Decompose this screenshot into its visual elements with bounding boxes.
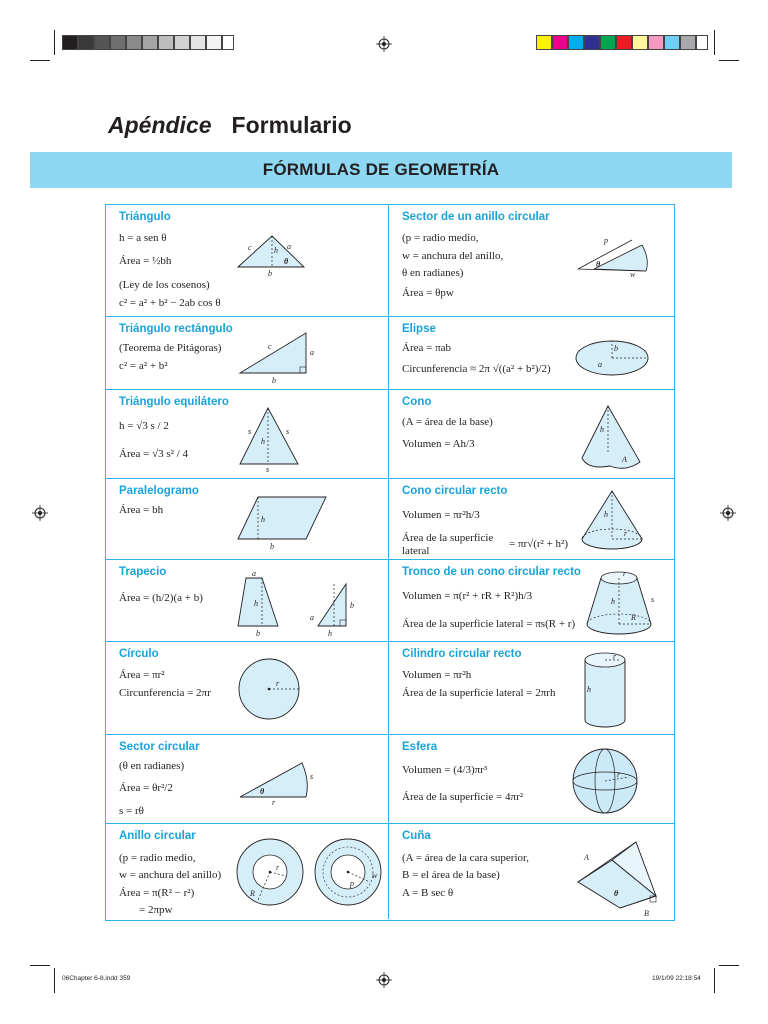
formula-line: w = anchura del anillo) [119,869,222,881]
cell-title: Paralelogramo [119,485,199,497]
svg-text:r: r [624,529,628,538]
cell-title: Cono circular recto [402,485,508,497]
svg-text:θ: θ [614,889,619,898]
formula-line: (p = radio medio, [119,852,196,864]
svg-text:θ: θ [260,787,265,796]
formula-line: lateral [402,545,430,557]
right-cone-figure [574,487,654,557]
svg-text:r: r [272,798,276,807]
cell-title: Triángulo rectángulo [119,323,233,335]
cell-title: Tronco de un cono circular recto [402,566,581,578]
cell-title: Esfera [402,741,438,753]
svg-text:s: s [651,595,655,604]
svg-text:a: a [310,613,314,622]
formula-line: Área = πab [402,342,452,354]
svg-text:a: a [252,570,256,578]
equilateral-triangle-figure [234,404,310,472]
wedge-figure [574,838,664,918]
svg-text:h: h [604,510,608,519]
footer-timestamp: 19/1/09 22:18:54 [652,975,701,982]
frustum-figure [581,566,661,640]
formula-line: θ en radianes) [402,267,464,279]
cell-triangulo-equilatero [106,390,389,479]
formula-line: (A = área de la base) [402,416,493,428]
formula-line: = πr√(r² + h²) [509,538,568,550]
cell-title: Triángulo [119,211,171,223]
registration-mark-bottom [376,972,392,988]
svg-text:b: b [256,629,260,638]
formula-line: Área = √3 s² / 4 [119,448,188,460]
formula-line: Circunferencia ≈ 2π √((a² + b²)/2) [402,363,551,375]
cell-title: Cilindro circular recto [402,648,522,660]
formula-line: c² = a² + b² − 2ab cos θ [119,297,221,309]
formula-line: A = B sec θ [402,887,454,899]
cell-sector-circular [106,735,389,824]
svg-text:a: a [598,360,602,369]
svg-text:A: A [584,853,589,862]
cell-paralelogramo [106,479,389,560]
trapezoid-figure [234,570,384,640]
formula-line: Área = θr²/2 [119,782,173,794]
svg-text:r: r [613,652,617,661]
formula-line: Área = ½bh [119,255,172,267]
svg-text:h: h [611,597,615,606]
svg-text:h: h [600,425,604,434]
registration-mark-right [720,505,736,521]
formula-line: Área de la superficie = 4πr² [402,791,524,803]
formula-table [105,204,675,921]
annulus-sector-figure [574,231,664,279]
formula-line: Volumen = Ah/3 [402,438,475,450]
cell-title: Elipse [402,323,436,335]
svg-text:h: h [328,629,332,638]
svg-text:s: s [310,772,314,781]
circular-sector-figure [234,757,324,807]
formula-line: w = anchura del anillo, [402,250,504,262]
cell-esfera [389,735,674,824]
formula-line: (p = radio medio, [402,232,479,244]
svg-text:r: r [276,679,280,688]
formula-line: Área de la superficie lateral = 2πrh [402,687,556,699]
registration-mark-left [32,505,48,521]
formula-line: Volumen = πr²h/3 [402,509,480,521]
cell-trapecio [106,560,389,642]
formula-line: h = √3 s / 2 [119,420,169,432]
annulus-figure [236,834,386,914]
sphere-figure [571,745,641,817]
formula-line: (Ley de los cosenos) [119,279,210,291]
svg-text:R: R [631,613,636,622]
cell-cono [389,390,674,479]
cell-title: Cuña [402,830,431,842]
formula-line: Área de la superficie lateral = πs(R + r) [402,618,576,630]
banner-title: FÓRMULAS DE GEOMETRÍA [262,160,500,179]
triangle-figure [232,231,312,277]
formula-line: Área = πr² [119,669,165,681]
svg-text:c: c [268,342,272,351]
svg-text:b: b [614,344,618,353]
cell-title: Triángulo equilátero [119,396,229,408]
svg-text:a: a [287,242,291,251]
formula-line: Volumen = πr²h [402,669,472,681]
formula-line: Área = π(R² − r²) [119,887,195,899]
title-formulario: Formulario [231,112,352,138]
formula-line: Volumen = (4/3)πr³ [402,764,488,776]
formula-line: Área de la superficie [402,532,494,544]
cell-title: Anillo circular [119,830,196,842]
cell-sector-anillo [389,205,674,317]
svg-text:p: p [604,236,608,245]
svg-text:r: r [276,863,280,872]
formula-line: (Teorema de Pitágoras) [119,342,222,354]
svg-text:h: h [261,437,265,446]
page-title [108,112,352,139]
svg-text:s: s [266,465,270,472]
cell-title: Sector circular [119,741,200,753]
formula-line: Área = (h/2)(a + b) [119,592,203,604]
svg-text:a: a [310,348,314,357]
formula-line: Área = bh [119,504,164,516]
svg-text:s: s [248,427,252,436]
formula-line: (θ en radianes) [119,760,185,772]
svg-text:θ: θ [284,257,289,266]
cell-cuna [389,824,674,919]
svg-text:p: p [350,879,354,888]
svg-text:s: s [286,427,290,436]
formula-line: (A = área de la cara superior, [402,852,529,864]
svg-text:b: b [350,601,354,610]
right-triangle-figure [234,325,324,385]
title-apendice: Apéndice [108,112,212,138]
cylinder-figure [581,648,631,734]
cell-cilindro [389,642,674,735]
svg-text:b: b [268,269,272,277]
formula-line: c² = a² + b² [119,360,168,372]
section-banner [30,152,732,188]
formula-line: Circunferencia = 2πr [119,687,211,699]
formula-line: s = rθ [119,805,144,817]
svg-text:θ: θ [596,260,601,269]
parallelogram-figure [234,493,330,551]
svg-text:A: A [622,455,627,464]
svg-text:r: r [623,569,627,578]
svg-text:b: b [270,542,274,551]
circle-figure [236,656,302,722]
cone-figure [574,402,654,476]
svg-text:B: B [644,909,649,918]
formula-line: h = a sen θ [119,232,167,244]
svg-text:c: c [248,243,252,252]
svg-text:r: r [617,770,621,779]
cell-title: Cono [402,396,432,408]
registration-mark-top [376,36,392,52]
cell-elipse [389,317,674,390]
cell-circulo [106,642,389,735]
formula-line: Área = θpw [402,287,454,299]
ellipse-figure [574,337,654,379]
cell-triangulo [106,205,389,317]
svg-text:w: w [372,871,378,880]
cell-tronco [389,560,674,642]
footer-file-info: 06Chapter 6-8.indd 359 [62,975,131,982]
svg-text:b: b [272,376,276,385]
cell-title: Sector de un anillo circular [402,211,550,223]
svg-text:h: h [254,599,258,608]
svg-text:R: R [250,889,255,898]
cell-title: Círculo [119,648,159,660]
cell-triangulo-rectangulo [106,317,389,390]
svg-text:h: h [587,685,591,694]
svg-text:w: w [630,270,636,279]
svg-text:h: h [261,515,265,524]
formula-line: = 2πpw [139,904,173,916]
cell-title: Trapecio [119,566,167,578]
cell-cono-recto [389,479,674,560]
cell-anillo-circular [106,824,389,919]
formula-line: B = el área de la base) [402,869,500,881]
svg-text:h: h [274,246,278,255]
formula-line: Volumen = π(r² + rR + R²)h/3 [402,590,533,602]
